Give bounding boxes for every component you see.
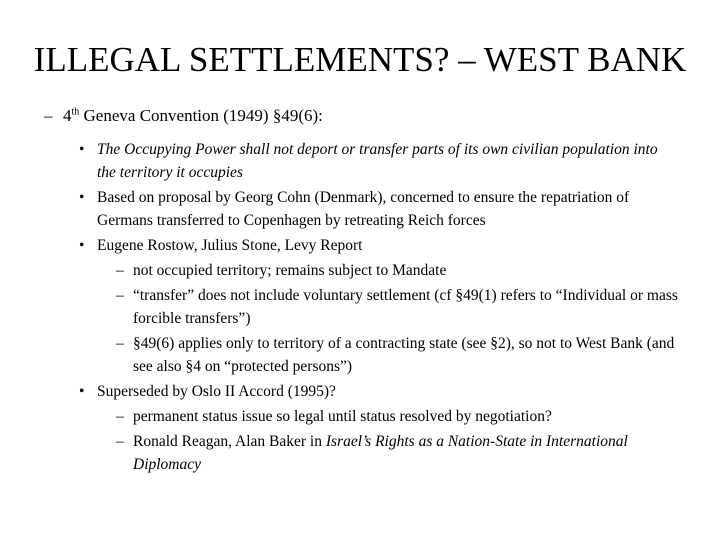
book-title: Israel’s Rights as a Nation-State in International Diplomacy [133, 433, 628, 473]
sub-item-text: permanent status issue so legal until status resolved by negotiation? [133, 408, 552, 425]
bullet-cohn [0, 186, 720, 232]
bullet-quote-text: The Occupying Power shall not deport or transfer parts of its own civilian population into the territory it occupies [97, 141, 658, 181]
sub-item-text: §49(6) applies only to territory of a contracting state (see §2), so not to West Bank (and see also §4 on “protected persons”) [133, 335, 675, 375]
dash-marker: – [116, 433, 124, 450]
bullet-rostow [0, 234, 720, 257]
bullet-quote [0, 138, 720, 184]
dash-marker: – [116, 335, 124, 352]
sub-item-text: “transfer” does not include voluntary settlement (cf §49(1) refers to “Individual or mass forcible transfers”) [133, 287, 678, 327]
slide-content [0, 104, 720, 478]
dash-marker: – [116, 262, 124, 279]
ordinal-suffix: th [71, 106, 80, 118]
dash-marker: – [116, 287, 124, 304]
bullet-marker: • [79, 383, 85, 400]
sub-item-reagan-baker [0, 430, 720, 476]
sub-item-contracting-state [0, 332, 720, 378]
bullet-marker: • [79, 189, 85, 206]
bullet-oslo [0, 380, 720, 403]
sub-item-text: not occupied territory; remains subject to Mandate [133, 262, 447, 279]
dash-marker: – [44, 106, 53, 125]
dash-marker: – [116, 408, 124, 425]
sub-item-permanent-status [0, 405, 720, 428]
bullet-rostow-text: Eugene Rostow, Julius Stone, Levy Report [97, 237, 363, 254]
sub-item-text: Ronald Reagan, Alan Baker in [133, 433, 326, 450]
level1-text: Geneva Convention (1949) §49(6): [79, 106, 323, 125]
level1-item-geneva [0, 104, 720, 128]
sub-item-not-occupied [0, 259, 720, 282]
bullet-oslo-text: Superseded by Oslo II Accord (1995)? [97, 383, 336, 400]
bullet-marker: • [79, 141, 85, 158]
slide-title: ILLEGAL SETTLEMENTS? – WEST BANK [33, 40, 687, 79]
bullet-marker: • [79, 237, 85, 254]
bullet-cohn-text: Based on proposal by Georg Cohn (Denmark), concerned to ensure the repatriation of Germans transferred to Copenhagen by retreating Reich forces [97, 189, 630, 229]
sub-item-transfer [0, 284, 720, 330]
ordinal-number: 4 [63, 106, 72, 125]
